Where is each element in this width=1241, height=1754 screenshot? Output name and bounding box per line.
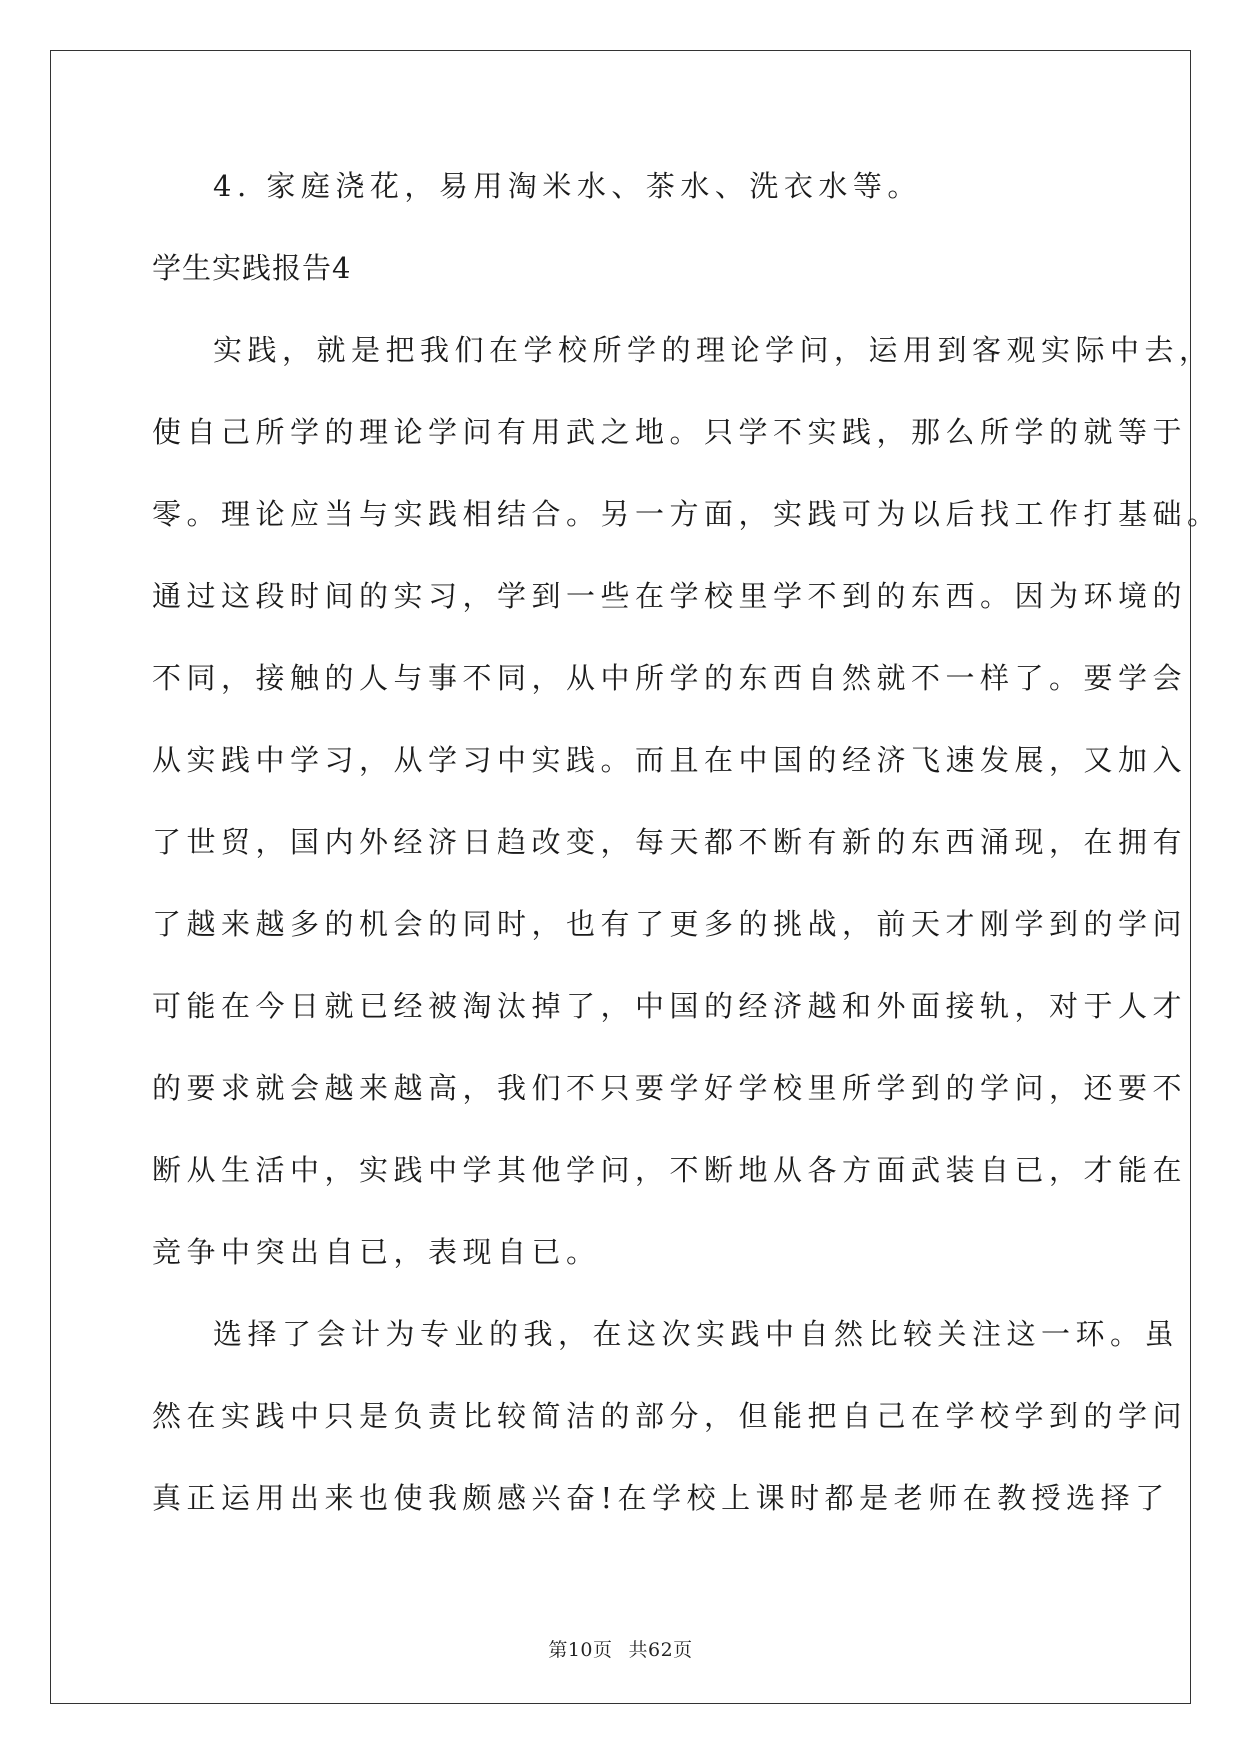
document-body — [152, 168, 1222, 1562]
page-total: 共62页 — [628, 1639, 693, 1661]
text-line: 了越来越多的机会的同时，也有了更多的挑战，前天才刚学到的学问 — [152, 907, 1188, 941]
text-line: 真正运用出来也使我颇感兴奋!在学校上课时都是老师在教授选择了 — [152, 1481, 1170, 1515]
text-line: 不同，接触的人与事不同，从中所学的东西自然就不一样了。要学会 — [152, 661, 1188, 695]
text-line: 的要求就会越来越高，我们不只要学好学校里所学到的学问，还要不 — [152, 1071, 1188, 1105]
text-line: 然在实践中只是负责比较简洁的部分，但能把自己在学校学到的学问 — [152, 1399, 1188, 1433]
text-line: 了世贸，国内外经济日趋改变，每天都不断有新的东西涌现，在拥有 — [152, 825, 1188, 859]
text-line: 可能在今日就已经被淘汰掉了，中国的经济越和外面接轨，对于人才 — [152, 989, 1188, 1023]
text-line: 零。理论应当与实践相结合。另一方面，实践可为以后找工作打基础。 — [152, 497, 1222, 531]
section-heading: 学生实践报告4 — [152, 251, 352, 285]
page-number: 第10页 — [548, 1639, 613, 1661]
text-line: 竞争中突出自已，表现自已。 — [152, 1235, 601, 1269]
text-line: 从实践中学习，从学习中实践。而且在中国的经济飞速发展，又加入 — [152, 743, 1188, 777]
text-line: 4. 家庭浇花，易用淘米水、茶水、洗衣水等。 — [213, 169, 922, 203]
text-line: 断从生活中，实践中学其他学问，不断地从各方面武装自已，才能在 — [152, 1153, 1188, 1187]
page-footer — [0, 1635, 1241, 1662]
text-line: 实践，就是把我们在学校所学的理论学问，运用到客观实际中去， — [213, 333, 1214, 367]
text-line: 选择了会计为专业的我，在这次实践中自然比较关注这一环。虽 — [213, 1317, 1180, 1351]
text-line: 使自己所学的理论学问有用武之地。只学不实践，那么所学的就等于 — [152, 415, 1188, 449]
text-line: 通过这段时间的实习，学到一些在学校里学不到的东西。因为环境的 — [152, 579, 1188, 613]
